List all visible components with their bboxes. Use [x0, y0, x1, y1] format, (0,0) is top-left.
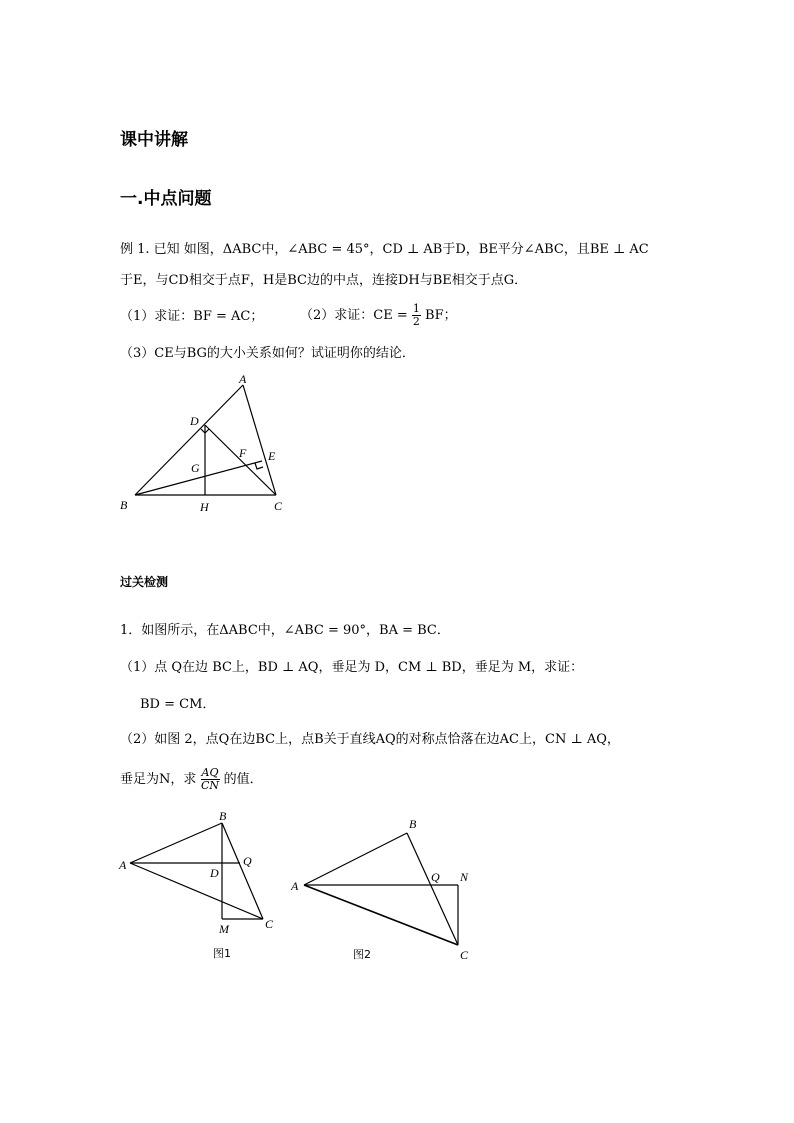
part2-denominator: CN: [200, 779, 220, 792]
fig1-label-c: C: [265, 917, 274, 931]
q2-fraction: [412, 303, 421, 328]
fig1-caption: 图1: [213, 947, 231, 960]
example1-figure: [110, 370, 300, 520]
part2-numerator: AQ: [201, 766, 219, 779]
fig1-label-a: A: [119, 858, 127, 872]
example1-question2: [300, 303, 457, 328]
problem1-part1-line2: BD = CM．: [140, 697, 216, 712]
segment-ba: [135, 385, 243, 495]
check-title: 过关检测: [120, 575, 169, 589]
fig1-segment-ab: [130, 823, 222, 863]
fig1-label-b: B: [219, 809, 227, 823]
q2-prefix: （2）求证：CE =: [300, 308, 408, 323]
example1-line2: 于E，与CD相交于点F，H是BC边的中点，连接DH与BE相交于点G．: [120, 273, 528, 288]
label-c: C: [274, 499, 283, 513]
fig1-label-q: Q: [243, 854, 252, 868]
fig2-label-b: B: [409, 817, 417, 831]
right-angle-e: [255, 463, 263, 469]
q2-numerator: 1: [412, 302, 420, 315]
label-d: D: [190, 414, 199, 428]
problem1-part2-line2: [120, 767, 263, 792]
part2-prefix: 垂足为N，求: [120, 772, 197, 787]
fig2-label-c: C: [460, 948, 469, 962]
fig2-label-n: N: [460, 870, 469, 884]
label-g: G: [191, 461, 200, 475]
example1-question1: （1）求证：BF = AC；: [120, 309, 264, 324]
label-e: E: [268, 449, 276, 463]
figure-2: [288, 812, 478, 967]
section-title: 课中讲解: [120, 130, 188, 150]
example1-line1: 例 1. 已知 如图，ΔABC中，∠ABC = 45°，CD ⊥ AB于D，BE平分∠ABC，且BE ⊥ AC: [120, 242, 649, 257]
fig2-caption: 图2: [353, 948, 371, 961]
part-title: 一.中点问题: [120, 189, 212, 209]
part2-suffix: 的值．: [223, 772, 263, 787]
fig1-label-d: D: [210, 866, 219, 880]
problem1-line1: 1．如图所示，在ΔABC中，∠ABC = 90°，BA = BC．: [120, 623, 450, 638]
q2-suffix: BF；: [425, 308, 457, 323]
figure-1: [115, 805, 285, 965]
label-f: F: [239, 446, 247, 460]
fig1-label-m: M: [219, 922, 229, 936]
part2-fraction: [201, 767, 220, 792]
label-b: B: [120, 498, 128, 512]
q2-denominator: 2: [412, 315, 420, 328]
label-h: H: [200, 500, 209, 514]
example1-question3: （3）CE与BG的大小关系如何？试证明你的结论．: [120, 346, 415, 361]
label-a: A: [239, 372, 247, 386]
fig2-label-a: A: [291, 879, 299, 893]
problem1-part2-line1: （2）如图 2，点Q在边BC上，点B关于直线AQ的对称点恰落在边AC上，CN ⊥ AQ，: [120, 732, 620, 747]
fig2-segment-ab: [304, 833, 407, 885]
fig2-label-q: Q: [431, 870, 440, 884]
problem1-part1-line1: （1）点 Q在边 BC上，BD ⊥ AQ，垂足为 D，CM ⊥ BD，垂足为 M，求证：: [120, 660, 584, 675]
